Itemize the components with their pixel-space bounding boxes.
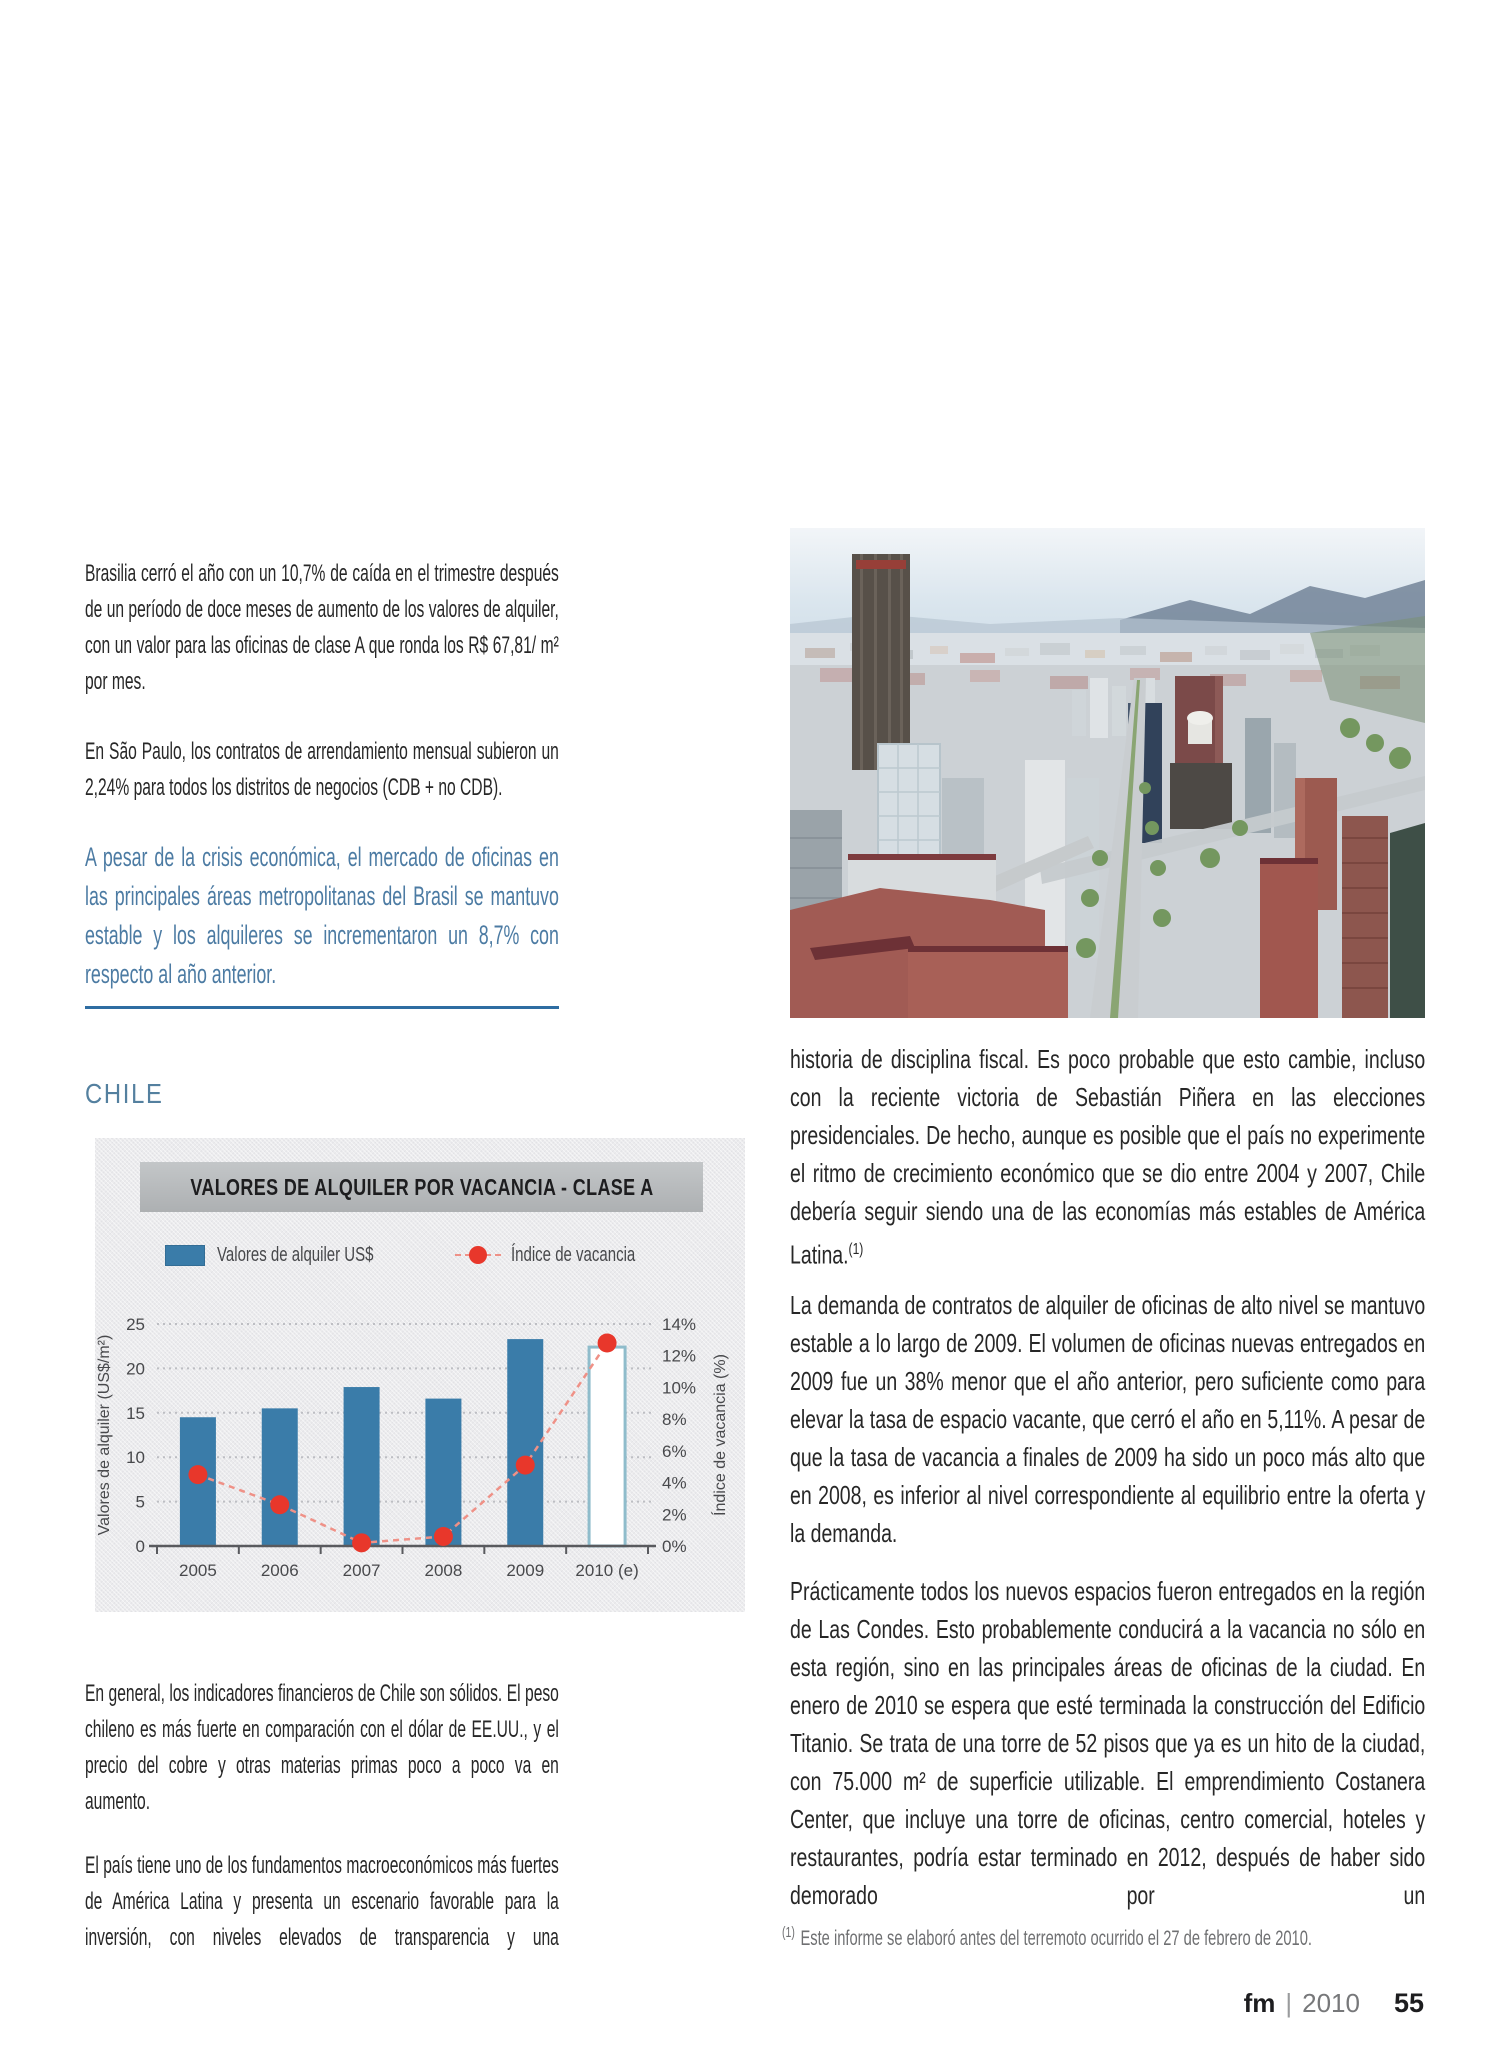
chart-legend <box>165 1240 677 1270</box>
chart-title: VALORES DE ALQUILER POR VACANCIA - CLASE A <box>189 1173 654 1200</box>
legend-item-bars <box>165 1244 455 1267</box>
footer-divider: | <box>1285 1988 1293 2018</box>
footnote-reference-mark: (1) <box>848 1240 864 1258</box>
svg-text:4%: 4% <box>662 1473 687 1493</box>
city-photo <box>790 528 1425 1018</box>
paragraph-office-demand: La demanda de contratos de alquiler de oficinas de alto nivel se mantuvo estable a lo largo de 2009. El volumen de oficinas nuevas entregados en 2009 fue un 38% menor que el año anterior, pero suficiente como para elevar la tasa de espacio vacante, que cerró el año en 5,11%. A pesar de que la tasa de vacancia a finales de 2009 ha sido un poco más alto que en 2008, es inferior al nivel correspondiente al equilibrio entre la oferta y la demanda. <box>790 1290 1426 1548</box>
legend-item-line <box>455 1244 677 1267</box>
paragraph-fiscal-history <box>790 1040 1425 1274</box>
svg-text:6%: 6% <box>662 1441 687 1461</box>
chart-plot <box>95 1306 745 1606</box>
pull-quote: A pesar de la crisis económica, el mercado de oficinas en las principales áreas metropolitanas del Brasil se mantuvo estable y los alquileres se incrementaron un 8,7% con respecto al año anterior. <box>85 842 559 989</box>
page-number: 55 <box>1393 1988 1424 2018</box>
section-divider-rule <box>85 1006 559 1009</box>
footnote-ref: (1) <box>782 1924 795 1941</box>
section-heading-chile: CHILE <box>85 1078 164 1109</box>
paragraph-fiscal-history-text: historia de disciplina fiscal. Es poco probable que esto cambie, incluso con la reciente victoria de Sebastián Piñera en las elecciones presidenciales. De hecho, aunque es posible que el país no experimente el ritmo de crecimiento económico que se dio entre 2004 y 2007, Chile debería seguir siendo una de las economías más estables de América Latina. <box>790 1044 1426 1270</box>
svg-text:20: 20 <box>126 1359 145 1379</box>
footer-year: 2010 <box>1302 1988 1360 2018</box>
footnote-text: Este informe se elaboró antes del terremoto ocurrido el 27 de febrero de 2010. <box>800 1927 1312 1950</box>
svg-text:25: 25 <box>126 1315 145 1334</box>
svg-text:2008: 2008 <box>424 1561 463 1580</box>
svg-text:Índice de vacancia (%): Índice de vacancia (%) <box>712 1354 729 1516</box>
legend-label-bars: Valores de alquiler US$ <box>217 1243 374 1266</box>
footnote <box>782 1924 1417 1951</box>
svg-text:Valores de alquiler (US$/m²): Valores de alquiler (US$/m²) <box>96 1334 113 1536</box>
svg-text:10%: 10% <box>662 1378 697 1398</box>
paragraph-las-condes: Prácticamente todos los nuevos espacios fueron entregados en la región de Las Condes. Esto probablemente conducirá a la vacancia no sólo en esta región, sino en las principales áreas de oficinas de la ciudad. En enero de 2010 se espera que esté terminada la construcción del Edificio Titanio. Se trata de una torre de 52 pisos que ya es un hito de la ciudad, con 75.000 m² de superficie utilizable. El emprendimiento Costanera Center, que incluye una torre de oficinas, centro comercial, hoteles y restaurantes, podría estar terminado en 2012, después de haber sido demorado por un <box>790 1576 1426 1910</box>
svg-text:0: 0 <box>135 1537 145 1556</box>
svg-text:2005: 2005 <box>179 1561 217 1580</box>
paragraph-chile-fundamentals: El país tiene uno de los fundamentos macroeconómicos más fuertes de América Latina y presenta un escenario favorable para la inversión, con niveles elevados de transparencia y una <box>85 1852 559 1951</box>
line-legend-swatch-icon <box>455 1245 501 1265</box>
paragraph-chile-indicators: En general, los indicadores financieros de Chile son sólidos. El peso chileno es más fuerte en comparación con el dólar de EE.UU., y el precio del cobre y otras materias primas poco a poco va en aumento. <box>85 1680 559 1815</box>
svg-text:0%: 0% <box>662 1537 687 1556</box>
rent-vacancy-chart <box>95 1138 745 1612</box>
magazine-brand: fm <box>1243 1988 1276 2018</box>
paragraph-sao-paulo: En São Paulo, los contratos de arrendamiento mensual subieron un 2,24% para todos los distritos de negocios (CDB + no CDB). <box>85 738 559 801</box>
svg-text:2%: 2% <box>662 1505 687 1525</box>
svg-text:12%: 12% <box>662 1346 697 1366</box>
svg-text:14%: 14% <box>662 1315 697 1334</box>
svg-text:15: 15 <box>126 1403 145 1423</box>
bar-legend-swatch-icon <box>165 1245 205 1266</box>
svg-text:2007: 2007 <box>342 1561 381 1580</box>
svg-text:2009: 2009 <box>506 1561 545 1580</box>
legend-label-line: Índice de vacancia <box>511 1243 636 1266</box>
city-photo-illustration <box>790 528 1425 1018</box>
page-footer <box>1244 1988 1424 2019</box>
svg-text:2006: 2006 <box>260 1561 299 1580</box>
svg-text:10: 10 <box>126 1448 145 1468</box>
svg-text:5: 5 <box>135 1492 145 1512</box>
chart-title-bar <box>140 1162 703 1212</box>
svg-text:8%: 8% <box>662 1410 687 1430</box>
paragraph-brasilia: Brasilia cerró el año con un 10,7% de caída en el trimestre después de un período de doce meses de aumento de los valores de alquiler, con un valor para las oficinas de clase A que ronda los R$ 67,81/ m² por mes. <box>85 560 559 695</box>
svg-text:2010 (e): 2010 (e) <box>575 1561 639 1580</box>
